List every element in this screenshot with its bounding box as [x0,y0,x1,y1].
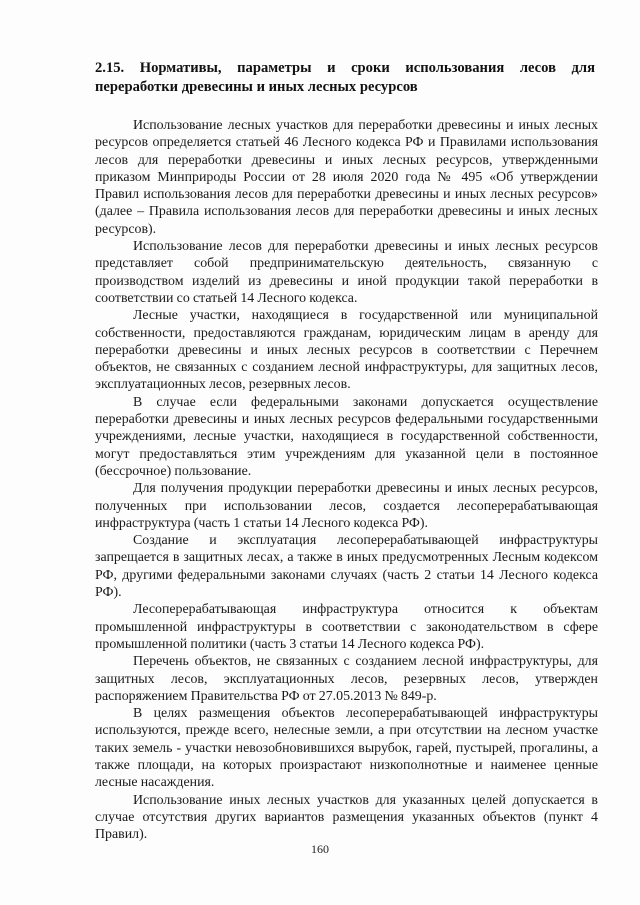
paragraph-1: Использование лесных участков для переработки древесины и иных лесных ресурсов определяется статьей 46 Лесного кодекса РФ и Правилами использования лесов для переработки древесины и иных лесных ресурсов, утвержденными приказом Минприроды России от 28 июля 2020 года № 495 «Об утверждении Правил использования лесов для переработки древесины и иных лесных ресурсов» (далее – Правила использования лесов для переработки древесины и иных лесных ресурсов). [95,118,598,237]
paragraph-10: Использование иных лесных участков для указанных целей допускается в случае отсутствия других вариантов размещения указанных объектов (пункт 4 Правил). [95,792,598,843]
page-number: 160 [311,842,329,856]
paragraph-2: Использование лесов для переработки древесины и иных лесных ресурсов представляет собой предпринимательскую деятельность, связанную с производством изделий из древесины и иной продукции такой переработки в соответствии со статьей 14 Лесного кодекса. [95,239,598,306]
paragraph-4: В случае если федеральными законами допускается осуществление переработки древесины и иных лесных ресурсов федеральными государственными учреждениями, лесные участки, находящиеся в государственной собственности, могут предоставляться этим учреждениям для указанной цели в постоянное (бессрочное) пользование. [95,394,598,479]
paragraph-9: В целях размещения объектов лесоперерабатывающей инфраструктуры используются, прежде всего, нелесные земли, а при отсутствии на лесном участке таких земель - участки невозобновившихся вырубок, гарей, пустырей, прогалины, а также площади, на которых произрастают низкополнотные и наименее ценные лесные насаждения. [95,706,598,791]
paragraph-7: Лесоперерабатывающая инфраструктура относится к объектам промышленной инфраструктуры в соответствии с законодательством в сфере промышленной политики (часть 3 статьи 14 Лесного кодекса РФ). [95,602,598,652]
paragraph-8: Перечень объектов, не связанных с созданием лесной инфраструктуры, для защитных лесов, эксплуатационных лесов, резервных лесов, утвержден распоряжением Правительства РФ от 27.05.2013 № 849-р. [95,654,598,704]
paragraph-5: Для получения продукции переработки древесины и иных лесных ресурсов, полученных при использовании лесов, создается лесоперерабатывающая инфраструктура (часть 1 статьи 14 Лесного кодекса РФ). [95,481,598,531]
section-heading: 2.15. Нормативы, параметры и сроки использования лесов для переработки древесины и иных лесных ресурсов [95,60,595,95]
paragraph-3: Лесные участки, находящиеся в государственной или муниципальной собственности, предоставляются гражданам, юридическим лицам в аренду для переработки древесины и иных лесных ресурсов в соответствии с Перечнем объектов, не связанных с созданием лесной инфраструктуры, для защитных лесов, эксплуатационных лесов, резервных лесов. [95,308,598,393]
paragraph-6: Создание и эксплуатация лесоперерабатывающей инфраструктуры запрещается в защитных лесах, а также в иных предусмотренных Лесным кодексом РФ, другими федеральными законами случаях (часть 2 статьи 14 Лесного кодекса РФ). [95,533,598,601]
body-text [95,117,598,843]
